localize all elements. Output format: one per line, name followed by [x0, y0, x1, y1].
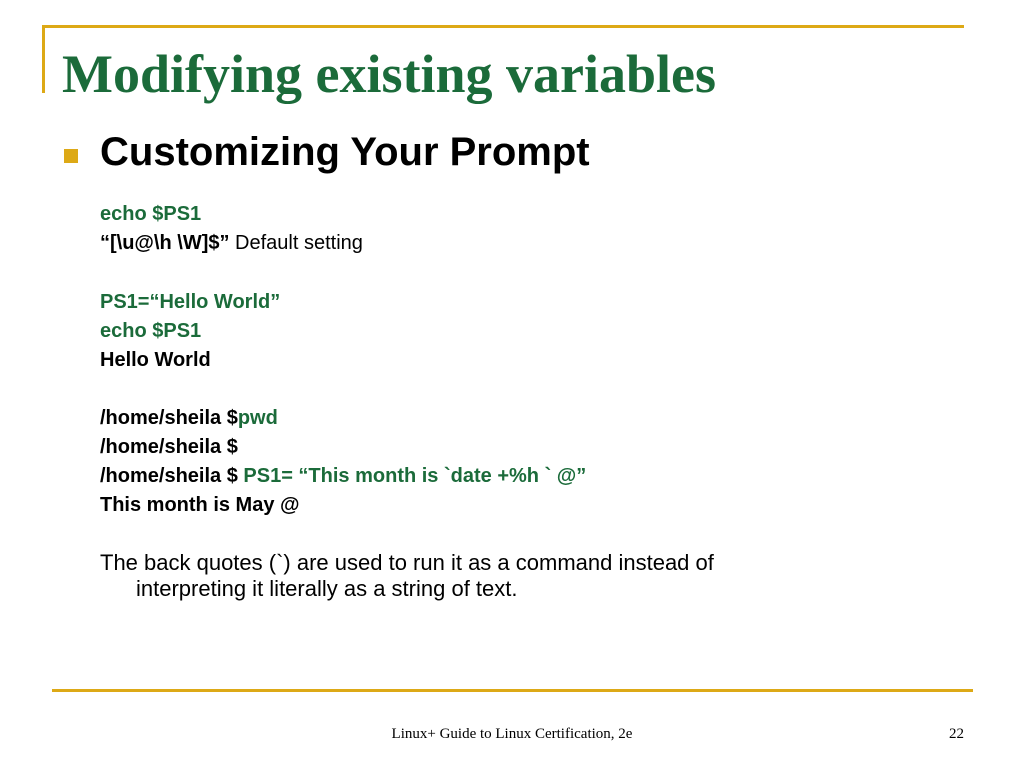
code-line-pwd	[100, 405, 278, 431]
note-paragraph	[100, 550, 860, 602]
bullet-square-icon	[64, 149, 78, 163]
code-line-echo-ps1-2: echo $PS1	[100, 320, 202, 342]
pwd-command: pwd	[237, 407, 278, 429]
note-line-1: The back quotes (`) are used to run it as a command instead of	[100, 550, 714, 575]
footer-rule	[52, 689, 973, 692]
frame-left-rule	[42, 25, 45, 93]
output-line-pwd: /home/sheila $	[100, 436, 238, 458]
prompt-text: /home/sheila $	[100, 407, 238, 429]
ps1-date-command: PS1= “This month is `date +%h ` @”	[243, 465, 587, 487]
slide-title: Modifying existing variables	[62, 44, 717, 104]
bullet-heading: Customizing Your Prompt	[100, 130, 590, 174]
code-line-set-ps1: PS1=“Hello World”	[100, 291, 281, 313]
prompt-text-2: /home/sheila $	[100, 465, 244, 487]
frame-top-rule	[42, 25, 964, 28]
note-line-2: interpreting it literally as a string of text.	[136, 576, 518, 601]
footer-text: Linux+ Guide to Linux Certification, 2e	[391, 726, 633, 742]
code-line-set-date-ps1	[100, 463, 586, 489]
default-setting-label: Default setting	[229, 232, 363, 254]
output-line-hello-world: Hello World	[100, 349, 211, 371]
output-line-month: This month is May @	[100, 494, 300, 516]
code-line-default-setting	[100, 230, 363, 256]
default-ps1-value: “[\u@\h \W]$”	[100, 232, 230, 254]
page-number: 22	[949, 726, 964, 742]
code-line-echo-ps1: echo $PS1	[100, 203, 202, 225]
